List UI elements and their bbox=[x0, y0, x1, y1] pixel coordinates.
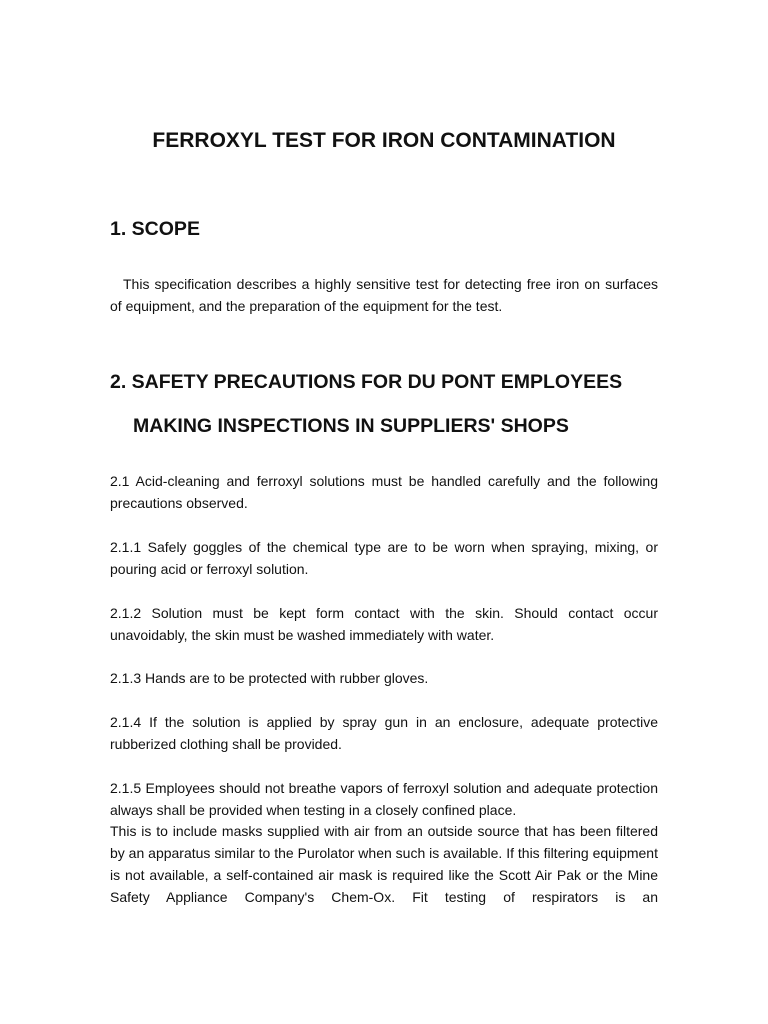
section-1-heading: 1. SCOPE bbox=[110, 218, 200, 240]
paragraph-2-1-4: 2.1.4 If the solution is applied by spray gun in an enclosure, adequate protective rubberized clothing shall be provided. bbox=[110, 714, 658, 752]
document-title: FERROXYL TEST FOR IRON CONTAMINATION bbox=[152, 129, 616, 152]
section-2-heading-line-2: MAKING INSPECTIONS IN SUPPLIERS' SHOPS bbox=[133, 415, 569, 437]
paragraph-2-1-1: 2.1.1 Safely goggles of the chemical type are to be worn when spraying, mixing, or pouring acid or ferroxyl solution. bbox=[110, 539, 658, 577]
paragraph-2-1-3: 2.1.3 Hands are to be protected with rubber gloves. bbox=[110, 670, 429, 686]
paragraph-2-1-2: 2.1.2 Solution must be kept form contact with the skin. Should contact occur unavoidably, the skin must be washed immediately with water. bbox=[110, 605, 658, 643]
paragraph-respirator-requirements: This is to include masks supplied with air from an outside source that has been filtered by an apparatus similar to the Purolator when such is available. If this filtering equipment is not available, a self-contained air mask is required like the Scott Air Pak or the Mine Safety Appliance Company's Chem-Ox. Fit testing of respirators is an bbox=[110, 823, 658, 905]
paragraph-2-1: 2.1 Acid-cleaning and ferroxyl solutions must be handled carefully and the following precautions observed. bbox=[110, 473, 658, 511]
section-1-text: This specification describes a highly sensitive test for detecting free iron on surfaces of equipment, and the preparation of the equipment for the test. bbox=[110, 276, 658, 314]
section-2-heading-line-1: 2. SAFETY PRECAUTIONS FOR DU PONT EMPLOYEES bbox=[110, 371, 623, 393]
paragraph-2-1-5: 2.1.5 Employees should not breathe vapors of ferroxyl solution and adequate protection always shall be provided when testing in a closely confined place. bbox=[110, 780, 658, 818]
